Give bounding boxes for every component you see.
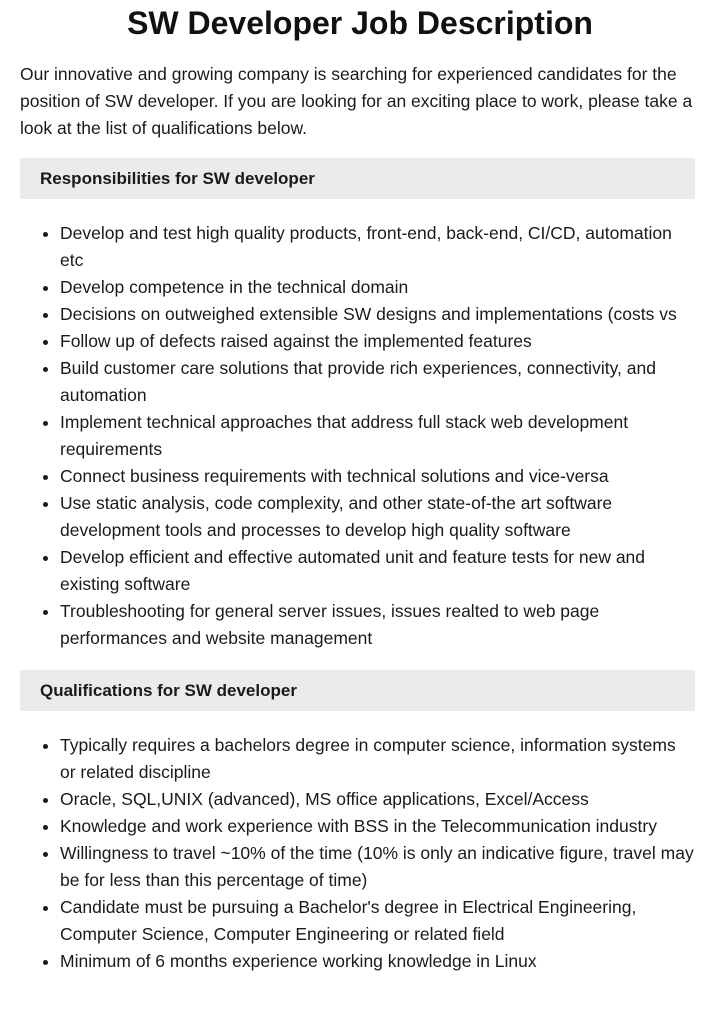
list-item: • Develop competence in the technical domain [60,274,695,301]
qualifications-heading: Qualifications for SW developer [20,670,695,711]
list-item: • Develop and test high quality products, front-end, back-end, CI/CD, automation etc [60,220,695,274]
list-item: • Follow up of defects raised against the implemented features [60,328,695,355]
list-item: • Willingness to travel ~10% of the time (10% is only an indicative figure, travel may be for less than this percentage of time) [60,840,695,894]
list-item: • Use static analysis, code complexity, and other state-of-the art software development tools and processes to develop high quality software [60,490,695,544]
qualifications-list [20,732,695,975]
list-item: • Decisions on outweighed extensible SW designs and implementations (costs vs [60,301,695,328]
responsibilities-list [20,220,695,652]
list-item: • Develop efficient and effective automated unit and feature tests for new and existing software [60,544,695,598]
list-item: • Candidate must be pursuing a Bachelor's degree in Electrical Engineering, Computer Science, Computer Engineering or related field [60,894,695,948]
list-item: • Typically requires a bachelors degree in computer science, information systems or related discipline [60,732,695,786]
list-item: • Oracle, SQL,UNIX (advanced), MS office applications, Excel/Access [60,786,695,813]
list-item: • Build customer care solutions that provide rich experiences, connectivity, and automation [60,355,695,409]
page-title: SW Developer Job Description [127,5,593,41]
responsibilities-heading: Responsibilities for SW developer [20,158,695,199]
list-item: • Troubleshooting for general server issues, issues realted to web page performances and website management [60,598,695,652]
intro-paragraph: Our innovative and growing company is searching for experienced candidates for the position of SW developer. If you are looking for an exciting place to work, please take a look at the list of qualifications below. [20,64,693,138]
list-item: • Minimum of 6 months experience working knowledge in Linux [60,948,695,975]
list-item: • Connect business requirements with technical solutions and vice-versa [60,463,695,490]
list-item: • Knowledge and work experience with BSS in the Telecommunication industry [60,813,695,840]
list-item: • Implement technical approaches that address full stack web development requirements [60,409,695,463]
